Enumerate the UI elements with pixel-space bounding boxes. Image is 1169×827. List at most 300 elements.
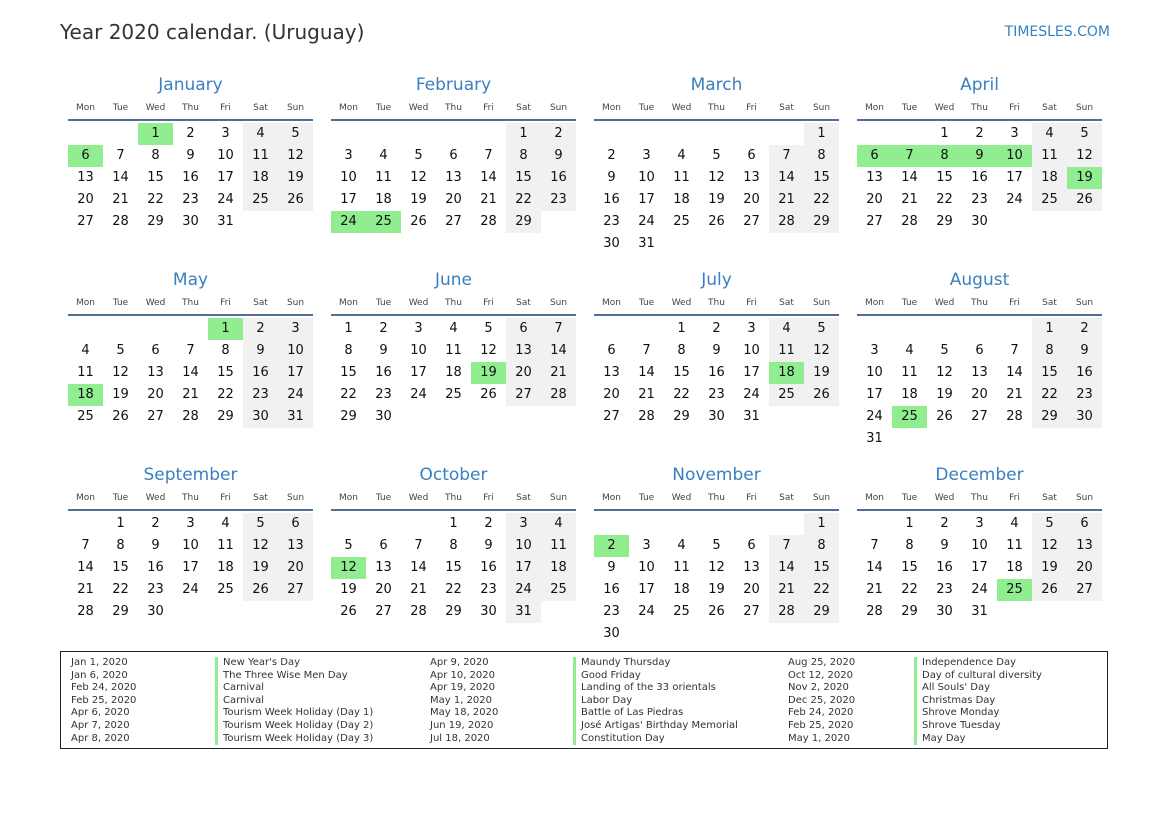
day-cell: 4: [1010, 516, 1019, 531]
day-cell: 4: [379, 148, 388, 163]
day-cell: 19: [278, 167, 313, 189]
empty-cell: [331, 513, 366, 535]
weekday-label: Sat: [779, 298, 794, 308]
day-cell: 21: [1006, 387, 1023, 402]
day-cell: 19: [243, 557, 278, 579]
day-cell: 9: [607, 560, 616, 575]
day-cell: 2: [607, 148, 616, 163]
day-cell: 6: [747, 538, 756, 553]
day-grid: [594, 318, 839, 428]
day-cell: 12: [708, 170, 725, 185]
day-cell: 17: [410, 365, 427, 380]
day-cell: 2: [243, 318, 278, 340]
legend-date: May 1, 2020: [788, 732, 851, 744]
day-cell: 2: [541, 123, 576, 145]
day-cell: 7: [870, 538, 879, 553]
day-cell: 30: [147, 604, 164, 619]
weekday-label: Wed: [145, 493, 166, 503]
day-cell: 14: [1006, 365, 1023, 380]
month-february: [331, 74, 576, 269]
empty-cell: [699, 123, 734, 145]
weekday-label: Sun: [286, 493, 305, 503]
header-divider: [857, 509, 1102, 511]
day-cell: 14: [480, 170, 497, 185]
weekday-label: Tue: [901, 103, 918, 113]
month-name: December: [935, 465, 1024, 485]
weekday-label: Mon: [339, 298, 358, 308]
weekday-label: Thu: [445, 493, 462, 503]
month-name: July: [701, 270, 732, 290]
day-cell: 16: [375, 365, 392, 380]
day-cell: 8: [905, 538, 914, 553]
weekday-label: Mon: [339, 103, 358, 113]
day-cell: 20: [743, 582, 760, 597]
day-cell: 23: [1067, 384, 1102, 406]
empty-cell: [471, 123, 506, 145]
legend-holiday-name: Christmas Day: [914, 695, 995, 708]
day-cell: 29: [936, 214, 953, 229]
day-cell: 28: [769, 601, 804, 623]
day-cell: 6: [379, 538, 388, 553]
day-cell: 1: [905, 516, 914, 531]
day-cell: 27: [866, 214, 883, 229]
day-cell: 24: [182, 582, 199, 597]
day-cell: 16: [708, 365, 725, 380]
day-cell: 24: [638, 214, 655, 229]
day-cell: 24: [410, 387, 427, 402]
day-cell: 27: [971, 409, 988, 424]
legend-column: [430, 657, 760, 745]
weekday-label: Fri: [483, 298, 494, 308]
day-cell: 27: [445, 214, 462, 229]
day-cell: 22: [217, 387, 234, 402]
day-cell: 12: [480, 343, 497, 358]
day-cell: 9: [186, 148, 195, 163]
legend-date: Jan 1, 2020: [71, 657, 128, 668]
weekday-label: Wed: [145, 103, 166, 113]
day-cell: 21: [901, 192, 918, 207]
day-cell: 4: [677, 538, 686, 553]
day-cell: 6: [607, 343, 616, 358]
day-cell: 28: [638, 409, 655, 424]
day-cell: 26: [410, 214, 427, 229]
day-cell: 21: [112, 192, 129, 207]
day-grid: [68, 123, 313, 233]
day-cell: 13: [866, 170, 883, 185]
day-cell: 6: [506, 318, 541, 340]
day-cell: 4: [221, 516, 230, 531]
day-cell: 28: [112, 214, 129, 229]
holiday-day-cell: 25: [997, 579, 1032, 601]
day-cell: 1: [677, 321, 686, 336]
legend-holiday-name: Tourism Week Holiday (Day 3): [215, 733, 373, 746]
day-cell: 16: [541, 167, 576, 189]
day-cell: 9: [243, 340, 278, 362]
day-cell: 4: [905, 343, 914, 358]
day-cell: 13: [77, 170, 94, 185]
day-cell: 16: [603, 582, 620, 597]
legend-column: [71, 657, 401, 745]
holiday-day-cell: 8: [927, 145, 962, 167]
day-cell: 13: [147, 365, 164, 380]
day-cell: 16: [243, 362, 278, 384]
day-cell: 26: [1032, 579, 1067, 601]
holiday-day-cell: 6: [68, 145, 103, 167]
day-cell: 13: [445, 170, 462, 185]
empty-cell: [769, 123, 804, 145]
weekday-label: Sun: [286, 298, 305, 308]
day-cell: 16: [971, 170, 988, 185]
month-june: [331, 269, 576, 464]
weekday-label: Sat: [1042, 298, 1057, 308]
day-cell: 18: [1006, 560, 1023, 575]
day-cell: 30: [603, 626, 620, 641]
empty-cell: [629, 123, 664, 145]
header-divider: [331, 509, 576, 511]
day-cell: 22: [673, 387, 690, 402]
legend-holiday-name: Shrove Monday: [914, 707, 999, 720]
day-cell: 6: [151, 343, 160, 358]
day-cell: 30: [971, 214, 988, 229]
day-cell: 25: [217, 582, 234, 597]
day-cell: 11: [243, 145, 278, 167]
weekday-label: Fri: [220, 298, 231, 308]
weekday-header: [594, 489, 839, 507]
day-cell: 6: [747, 148, 756, 163]
weekday-header: [331, 294, 576, 312]
day-cell: 31: [506, 601, 541, 623]
day-cell: 14: [769, 557, 804, 579]
day-cell: 21: [410, 582, 427, 597]
day-cell: 7: [116, 148, 125, 163]
day-cell: 22: [936, 192, 953, 207]
day-cell: 9: [484, 538, 493, 553]
day-cell: 10: [743, 343, 760, 358]
day-cell: 8: [804, 145, 839, 167]
day-cell: 18: [445, 365, 462, 380]
day-cell: 14: [866, 560, 883, 575]
day-cell: 24: [971, 582, 988, 597]
day-cell: 24: [866, 409, 883, 424]
day-cell: 20: [971, 387, 988, 402]
day-cell: 7: [186, 343, 195, 358]
month-name: March: [690, 75, 743, 95]
weekday-label: Mon: [602, 493, 621, 503]
legend-date: Aug 25, 2020: [788, 657, 856, 668]
day-cell: 28: [182, 409, 199, 424]
weekday-label: Thu: [971, 103, 988, 113]
day-cell: 21: [480, 192, 497, 207]
day-cell: 1: [804, 513, 839, 535]
day-cell: 4: [769, 318, 804, 340]
header-divider: [594, 509, 839, 511]
day-cell: 28: [1006, 409, 1023, 424]
day-cell: 15: [506, 167, 541, 189]
day-cell: 17: [743, 365, 760, 380]
weekday-label: Sat: [253, 493, 268, 503]
month-name: April: [960, 75, 999, 95]
day-cell: 17: [638, 582, 655, 597]
day-cell: 7: [414, 538, 423, 553]
day-cell: 2: [151, 516, 160, 531]
day-cell: 25: [445, 387, 462, 402]
weekday-label: Mon: [339, 493, 358, 503]
empty-cell: [892, 123, 927, 145]
day-cell: 27: [375, 604, 392, 619]
day-cell: 28: [541, 384, 576, 406]
day-cell: 29: [1032, 406, 1067, 428]
weekday-label: Tue: [375, 103, 392, 113]
empty-cell: [436, 123, 471, 145]
day-cell: 15: [804, 557, 839, 579]
day-cell: 17: [278, 362, 313, 384]
weekday-label: Thu: [182, 103, 199, 113]
month-march: [594, 74, 839, 269]
legend-row: [430, 682, 760, 695]
day-cell: 4: [541, 513, 576, 535]
day-cell: 18: [673, 582, 690, 597]
legend-date: Apr 19, 2020: [430, 682, 496, 694]
day-cell: 4: [81, 343, 90, 358]
day-cell: 25: [769, 384, 804, 406]
day-cell: 4: [243, 123, 278, 145]
weekday-label: Mon: [76, 103, 95, 113]
day-cell: 26: [480, 387, 497, 402]
day-cell: 23: [603, 214, 620, 229]
empty-cell: [594, 123, 629, 145]
empty-cell: [138, 318, 173, 340]
holiday-day-cell: 7: [892, 145, 927, 167]
day-cell: 5: [712, 538, 721, 553]
weekday-label: Tue: [901, 298, 918, 308]
empty-cell: [769, 513, 804, 535]
weekday-label: Sat: [1042, 493, 1057, 503]
month-december: [857, 464, 1102, 659]
day-cell: 27: [743, 604, 760, 619]
holiday-day-cell: 18: [68, 384, 103, 406]
day-cell: 20: [603, 387, 620, 402]
day-cell: 5: [940, 343, 949, 358]
empty-cell: [857, 318, 892, 340]
empty-cell: [401, 513, 436, 535]
weekday-header: [857, 489, 1102, 507]
day-cell: 18: [375, 192, 392, 207]
day-cell: 23: [243, 384, 278, 406]
weekday-label: Sat: [516, 493, 531, 503]
weekday-label: Tue: [901, 493, 918, 503]
day-cell: 20: [445, 192, 462, 207]
weekday-label: Wed: [145, 298, 166, 308]
day-cell: 31: [743, 409, 760, 424]
legend-holiday-name: Carnival: [215, 682, 264, 695]
weekday-header: [594, 294, 839, 312]
day-cell: 10: [638, 560, 655, 575]
weekday-label: Tue: [112, 298, 129, 308]
day-grid: [857, 318, 1102, 450]
day-cell: 29: [804, 211, 839, 233]
day-cell: 29: [147, 214, 164, 229]
day-cell: 25: [243, 189, 278, 211]
empty-cell: [664, 513, 699, 535]
day-cell: 15: [147, 170, 164, 185]
day-cell: 23: [480, 582, 497, 597]
day-cell: 18: [243, 167, 278, 189]
day-cell: 28: [480, 214, 497, 229]
day-cell: 7: [541, 318, 576, 340]
weekday-label: Thu: [971, 298, 988, 308]
day-cell: 14: [77, 560, 94, 575]
legend-holiday-name: New Year's Day: [215, 657, 300, 670]
weekday-header: [331, 489, 576, 507]
legend-date: Apr 7, 2020: [71, 719, 130, 731]
day-cell: 11: [375, 170, 392, 185]
empty-cell: [366, 513, 401, 535]
weekday-label: Thu: [708, 298, 725, 308]
weekday-label: Sun: [549, 493, 568, 503]
day-cell: 30: [708, 409, 725, 424]
weekday-label: Sat: [253, 103, 268, 113]
day-cell: 12: [936, 365, 953, 380]
day-cell: 19: [804, 362, 839, 384]
day-cell: 13: [506, 340, 541, 362]
weekday-label: Sun: [286, 103, 305, 113]
day-cell: 29: [506, 211, 541, 233]
day-cell: 17: [340, 192, 357, 207]
legend-holiday-name: Battle of Las Piedras: [573, 707, 683, 720]
month-january: [68, 74, 313, 269]
weekday-label: Mon: [602, 103, 621, 113]
day-cell: 12: [112, 365, 129, 380]
day-cell: 28: [77, 604, 94, 619]
day-cell: 3: [1010, 126, 1019, 141]
day-cell: 19: [340, 582, 357, 597]
day-cell: 5: [804, 318, 839, 340]
weekday-label: Fri: [1009, 103, 1020, 113]
empty-cell: [962, 318, 997, 340]
day-cell: 10: [971, 538, 988, 553]
day-cell: 10: [410, 343, 427, 358]
weekday-label: Mon: [865, 298, 884, 308]
legend-row: [788, 670, 1118, 683]
weekday-label: Tue: [375, 493, 392, 503]
day-cell: 15: [1032, 362, 1067, 384]
month-name: January: [158, 75, 223, 95]
weekday-label: Tue: [112, 103, 129, 113]
month-april: [857, 74, 1102, 269]
day-cell: 15: [112, 560, 129, 575]
holiday-day-cell: 10: [997, 145, 1032, 167]
legend-date: Apr 10, 2020: [430, 669, 496, 681]
empty-cell: [734, 123, 769, 145]
empty-cell: [629, 318, 664, 340]
day-cell: 3: [975, 516, 984, 531]
day-grid: [857, 123, 1102, 233]
day-cell: 10: [638, 170, 655, 185]
holiday-day-cell: 2: [594, 535, 629, 557]
empty-cell: [664, 123, 699, 145]
day-cell: 11: [673, 560, 690, 575]
day-cell: 20: [1067, 557, 1102, 579]
day-cell: 11: [445, 343, 462, 358]
weekday-label: Wed: [408, 493, 429, 503]
day-cell: 7: [769, 145, 804, 167]
header-divider: [68, 509, 313, 511]
day-cell: 21: [77, 582, 94, 597]
legend-date: Apr 6, 2020: [71, 707, 130, 719]
weekday-header: [594, 99, 839, 117]
day-cell: 11: [77, 365, 94, 380]
legend-holiday-name: Carnival: [215, 695, 264, 708]
empty-cell: [366, 123, 401, 145]
day-grid: [594, 513, 839, 645]
day-cell: 13: [743, 560, 760, 575]
day-cell: 13: [603, 365, 620, 380]
day-cell: 11: [217, 538, 234, 553]
day-cell: 23: [708, 387, 725, 402]
day-cell: 23: [603, 604, 620, 619]
day-cell: 7: [642, 343, 651, 358]
day-cell: 23: [182, 192, 199, 207]
day-cell: 11: [1006, 538, 1023, 553]
day-cell: 23: [375, 387, 392, 402]
holiday-day-cell: 1: [138, 123, 173, 145]
month-name: September: [143, 465, 238, 485]
day-cell: 29: [112, 604, 129, 619]
day-cell: 26: [112, 409, 129, 424]
legend-holiday-name: The Three Wise Men Day: [215, 670, 348, 683]
day-cell: 23: [541, 189, 576, 211]
day-cell: 10: [506, 535, 541, 557]
holiday-day-cell: 19: [471, 362, 506, 384]
day-cell: 9: [607, 170, 616, 185]
day-cell: 16: [603, 192, 620, 207]
legend-row: [71, 707, 401, 720]
brand-link[interactable]: TIMESLES.COM: [1004, 24, 1110, 40]
legend-holiday-name: Independence Day: [914, 657, 1016, 670]
holiday-day-cell: 12: [331, 557, 366, 579]
weekday-label: Sun: [812, 103, 831, 113]
day-cell: 20: [375, 582, 392, 597]
empty-cell: [892, 318, 927, 340]
legend-holiday-name: Maundy Thursday: [573, 657, 670, 670]
day-cell: 5: [278, 123, 313, 145]
day-cell: 16: [182, 170, 199, 185]
day-cell: 11: [901, 365, 918, 380]
weekday-label: Fri: [483, 103, 494, 113]
legend-row: [788, 707, 1118, 720]
day-cell: 22: [445, 582, 462, 597]
day-cell: 14: [638, 365, 655, 380]
day-cell: 5: [414, 148, 423, 163]
day-cell: 3: [344, 148, 353, 163]
legend-row: [788, 733, 1118, 746]
header-divider: [594, 119, 839, 121]
day-cell: 1: [116, 516, 125, 531]
holiday-day-cell: 1: [208, 318, 243, 340]
month-november: [594, 464, 839, 659]
empty-cell: [401, 123, 436, 145]
legend-date: Nov 2, 2020: [788, 682, 849, 694]
header-divider: [68, 119, 313, 121]
day-cell: 3: [506, 513, 541, 535]
day-cell: 26: [1067, 189, 1102, 211]
legend-date: Feb 25, 2020: [788, 719, 854, 731]
day-cell: 20: [147, 387, 164, 402]
legend-date: Feb 24, 2020: [71, 682, 137, 694]
day-cell: 27: [506, 384, 541, 406]
day-cell: 1: [804, 123, 839, 145]
weekday-label: Thu: [182, 298, 199, 308]
